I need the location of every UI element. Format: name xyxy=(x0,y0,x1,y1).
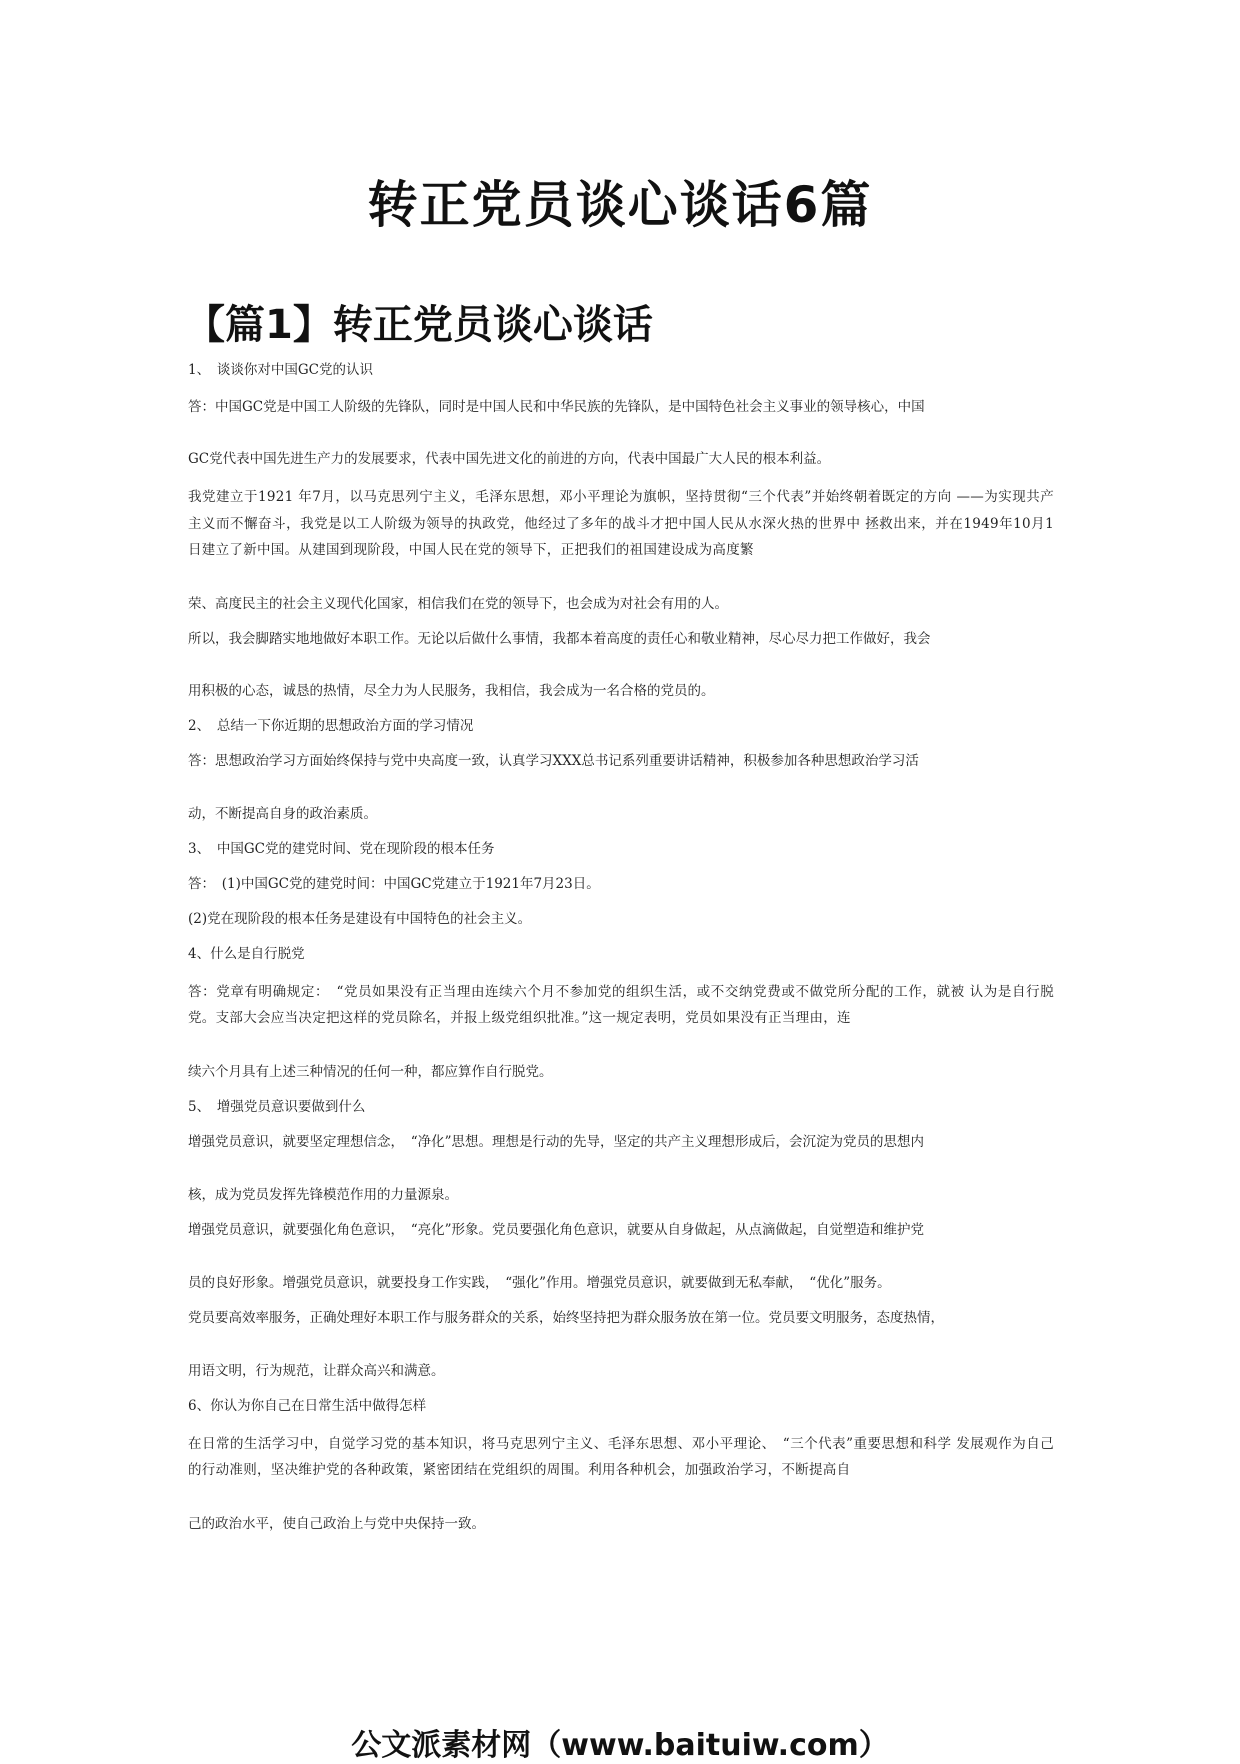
text-line: 用语文明，行为规范，让群众高兴和满意。 xyxy=(188,1362,445,1379)
footer-watermark: 公文派素材网（www.baituiw.com） xyxy=(351,1728,889,1763)
text-line: 党员要高效率服务，正确处理好本职工作与服务群众的关系，始终坚持把为群众服务放在第一位。党员要文明服务，态度热情， xyxy=(188,1309,944,1326)
paragraph: 答：党章有明确规定： “党员如果没有正当理由连续六个月不参加党的组织生活，或不交纳党费或不做党所分配的工作，就被 认为是自行脱党。支部大会应当决定把这样的党员除名，并报上级党组织批准。”这一规定表明，党员如果没有正当理由，连 xyxy=(188,983,1054,1026)
text-line: 答：中国GC党是中国工人阶级的先锋队，同时是中国人民和中华民族的先锋队，是中国特色社会主义事业的领导核心，中国 xyxy=(188,399,925,415)
page-title: 转正党员谈心谈话6篇 xyxy=(367,176,873,234)
paragraph: 我党建立于1921 年7月，以马克思列宁主义，毛泽东思想，邓小平理论为旗帜，坚持贯彻“三个代表”并始终朝着既定的方向 ——为实现共产主义而不懈奋斗，我党是以工人阶级为领导的执政党，他经过了多年的战斗才把中国人民从水深火热的世界中 拯救出来，并在1949年10月1日建立了新中国。从建国到现阶段，中国人民在党的领导下，正把我们的祖国建设成为高度繁 xyxy=(188,489,1054,558)
paragraph: 在日常的生活学习中，自觉学习党的基本知识，将马克思列宁主义、毛泽东思想、邓小平理论、 “三个代表”重要思想和科学 发展观作为自己的行动准则，坚决维护党的各种政策，紧密团结在党组织的周围。利用各种机会，加强政治学习，不断提高自 xyxy=(188,1435,1054,1478)
text-line: 荣、高度民主的社会主义现代化国家，相信我们在党的领导下，也会成为对社会有用的人。 xyxy=(188,595,728,612)
text-line: 增强党员意识，就要强化角色意识， “亮化”形象。党员要强化角色意识，就要从自身做起，从点滴做起，自觉塑造和维护党 xyxy=(188,1221,925,1238)
text-line: 己的政治水平，使自己政治上与党中央保持一致。 xyxy=(188,1515,485,1532)
text-line: 3、 中国GC党的建党时间、党在现阶段的根本任务 xyxy=(188,840,495,857)
text-line: 4、什么是自行脱党 xyxy=(188,945,305,962)
text-line: 核，成为党员发挥先锋模范作用的力量源泉。 xyxy=(188,1186,458,1203)
text-line: 1、 谈谈你对中国GC党的认识 xyxy=(188,362,373,378)
text-line: 5、 增强党员意识要做到什么 xyxy=(188,1098,366,1115)
text-line: 增强党员意识，就要坚定理想信念， “净化”思想。理想是行动的先导，坚定的共产主义理想形成后，会沉淀为党员的思想内 xyxy=(188,1133,925,1150)
text-line: 2、 总结一下你近期的思想政治方面的学习情况 xyxy=(188,717,474,734)
text-line: (2)党在现阶段的根本任务是建设有中国特色的社会主义。 xyxy=(188,910,532,927)
section-heading: 【篇1】转正党员谈心谈话 xyxy=(185,302,653,348)
text-line: 6、你认为你自己在日常生活中做得怎样 xyxy=(188,1397,427,1414)
text-line: GC党代表中国先进生产力的发展要求，代表中国先进文化的前进的方向，代表中国最广大人民的根本利益。 xyxy=(188,451,831,467)
text-line: 员的良好形象。增强党员意识，就要投身工作实践， “强化”作用。增强党员意识，就要做到无私奉献， “优化”服务。 xyxy=(188,1274,891,1291)
text-line: 答：思想政治学习方面始终保持与党中央高度一致，认真学习XXX总书记系列重要讲话精神，积极参加各种思想政治学习活 xyxy=(188,752,919,769)
text-line: 答： (1)中国GC党的建党时间：中国GC党建立于1921年7月23日。 xyxy=(188,875,600,892)
text-line: 用积极的心态，诚恳的热情，尽全力为人民服务，我相信，我会成为一名合格的党员的。 xyxy=(188,682,715,699)
text-line: 动，不断提高自身的政治素质。 xyxy=(188,805,377,822)
text-line: 所以，我会脚踏实地地做好本职工作。无论以后做什么事情，我都本着高度的责任心和敬业精神，尽心尽力把工作做好，我会 xyxy=(188,630,931,647)
text-line: 续六个月具有上述三种情况的任何一种，都应算作自行脱党。 xyxy=(188,1063,553,1080)
document-body xyxy=(188,358,1054,1537)
